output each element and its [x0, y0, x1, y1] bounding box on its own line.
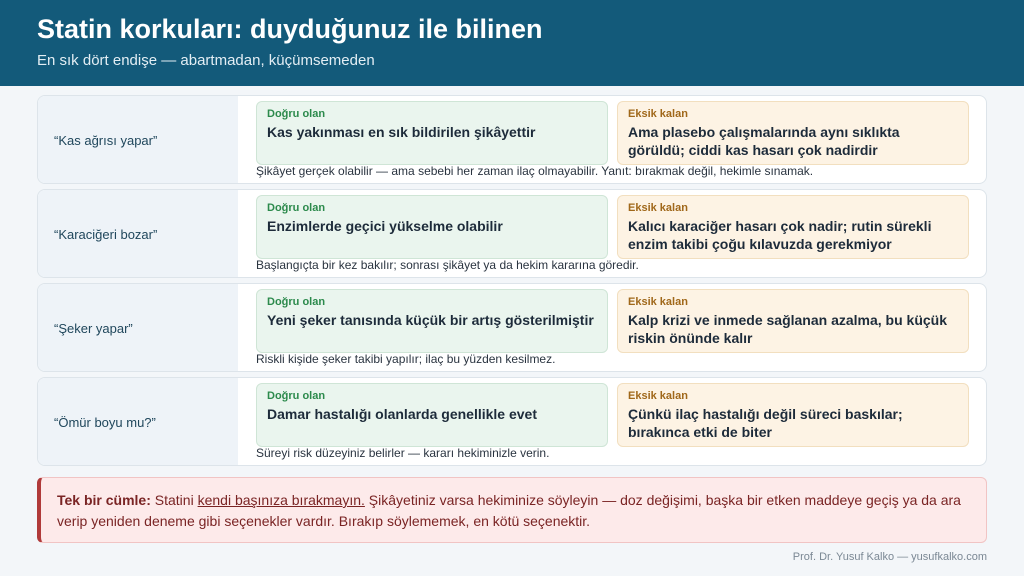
- true-card: [256, 195, 608, 259]
- missing-label: Eksik kalan: [628, 108, 688, 120]
- missing-text: Kalıcı karaciğer hasarı çok nadir; rutin sürekli enzim takibi çoğu kılavuzda gerekmiyor: [628, 218, 932, 252]
- footer-credit: Prof. Dr. Yusuf Kalko — yusufkalko.com: [792, 551, 987, 563]
- myth-row-karaciger: [37, 189, 987, 278]
- true-label: Doğru olan: [267, 390, 326, 402]
- missing-label: Eksik kalan: [628, 390, 688, 402]
- header: [0, 0, 1024, 86]
- question-cell: [38, 378, 238, 465]
- true-text: Kas yakınması en sık bildirilen şikâyettir: [267, 124, 536, 140]
- true-text: Enzimlerde geçici yükselme olabilir: [267, 218, 503, 234]
- missing-card: [617, 383, 969, 447]
- question-text: “Karaciğeri bozar”: [54, 227, 158, 242]
- page-title: Statin korkuları: duyduğunuz ile bilinen: [37, 14, 543, 44]
- missing-label: Eksik kalan: [628, 296, 688, 308]
- row-note: Başlangıçta bir kez bakılır; sonrası şikâyet ya da hekim kararına göredir.: [256, 258, 639, 272]
- true-card: [256, 101, 608, 165]
- true-text: Damar hastalığı olanlarda genellikle evet: [267, 406, 537, 422]
- missing-label: Eksik kalan: [628, 202, 688, 214]
- missing-text: Ama plasebo çalışmalarında aynı sıklıkta görüldü; ciddi kas hasarı çok nadirdir: [628, 124, 900, 158]
- missing-card: [617, 195, 969, 259]
- row-note: Süreyi risk düzeyiniz belirler — kararı hekiminizle verin.: [256, 446, 550, 460]
- question-cell: [38, 190, 238, 277]
- summary-text-post: Şikâyetiniz varsa hekiminize söyleyin — doz değişimi, başka bir etken maddeye geçiş ya da ara verip yeniden deneme gibi seçenekler vardır. Bırakıp söylememek, en kötü seçenektir.: [57, 492, 961, 529]
- page-subtitle: En sık dört endişe — abartmadan, küçümsemeden: [37, 52, 375, 69]
- question-cell: [38, 96, 238, 183]
- myth-row-seker: [37, 283, 987, 372]
- true-text: Yeni şeker tanısında küçük bir artış gösterilmiştir: [267, 312, 594, 328]
- missing-card: [617, 101, 969, 165]
- question-cell: [38, 284, 238, 371]
- row-note: Şikâyet gerçek olabilir — ama sebebi her zaman ilaç olmayabilir. Yanıt: bırakmak değil, hekimle sınamak.: [256, 164, 814, 178]
- true-label: Doğru olan: [267, 296, 326, 308]
- myth-row-kas: [37, 95, 987, 184]
- missing-text: Çünkü ilaç hastalığı değil süreci baskılar; bırakınca etki de biter: [628, 406, 903, 440]
- question-text: “Ömür boyu mu?”: [54, 415, 156, 430]
- true-label: Doğru olan: [267, 202, 326, 214]
- summary-emphasis: kendi başınıza bırakmayın.: [197, 492, 365, 508]
- summary-box: [37, 477, 987, 543]
- true-label: Doğru olan: [267, 108, 326, 120]
- missing-text: Kalp krizi ve inmede sağlanan azalma, bu küçük riskin önünde kalır: [628, 312, 948, 346]
- true-card: [256, 383, 608, 447]
- question-text: “Şeker yapar”: [54, 321, 133, 336]
- question-text: “Kas ağrısı yapar”: [54, 133, 158, 148]
- row-note: Riskli kişide şeker takibi yapılır; ilaç bu yüzden kesilmez.: [256, 352, 556, 366]
- summary-text-pre: Statini: [150, 492, 198, 508]
- myth-row-omur-boyu: [37, 377, 987, 466]
- missing-card: [617, 289, 969, 353]
- summary-lead: Tek bir cümle:: [57, 492, 151, 508]
- true-card: [256, 289, 608, 353]
